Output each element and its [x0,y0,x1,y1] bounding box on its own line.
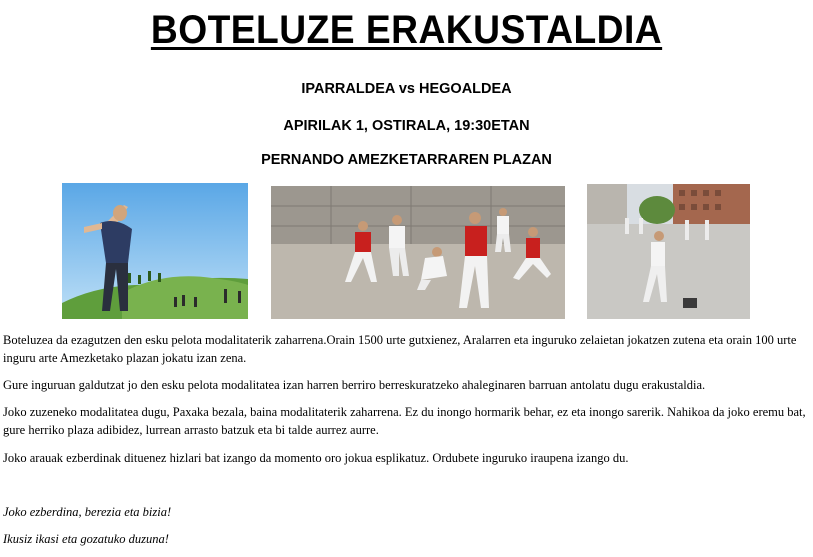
photo-hillside-player [62,183,248,319]
teams-line: IPARRALDEA vs HEGOALDEA [301,81,512,97]
closing-line-1: Joko ezberdina, berezia eta bizia! [3,505,172,519]
purpose-paragraph: Gure inguruan galdutzat jo den esku pelota modalitatea izan harren berriro berreskuratzeko ahaleginaren barruan antolatu dugu erakustaldia. [3,378,706,392]
poster-title: BOTELUZE ERAKUSTALDIA [150,8,663,52]
intro-paragraph: Boteluzea da ezagutzen den esku pelota modalitaterik zaharrena.Orain 1500 urte gutxienez, Aralarren eta inguruko zelaietan jokatzen zutena eta orain 100 urte inguru arte Amezketako plazan jokatu izan zena. [3,333,797,365]
photo-square-player [587,184,750,319]
explanation-paragraph: Joko arauak ezberdinak dituenez hizlari bat izango da momento oro jokua esplikatuz. Ordubete inguruko iraupena izango du. [3,451,629,465]
rules-paragraph: Joko zuzeneko modalitatea dugu, Paxaka bezala, baina modalitaterik zaharrena. Ez du inongo hormarik behar, ez eta inongo sarerik. Nahikoa da joko eremu bat, gure herriko plaza adibidez, lurrean arrasto batzuk eta bi talde aurrez aurre. [3,405,806,437]
photo-plaza-match [271,186,565,319]
venue-line: PERNANDO AMEZKETARRAREN PLAZAN [261,152,552,168]
date-line: APIRILAK 1, OSTIRALA, 19:30ETAN [283,118,530,134]
closing-line-2: Ikusiz ikasi eta gozatuko duzuna! [3,532,169,546]
